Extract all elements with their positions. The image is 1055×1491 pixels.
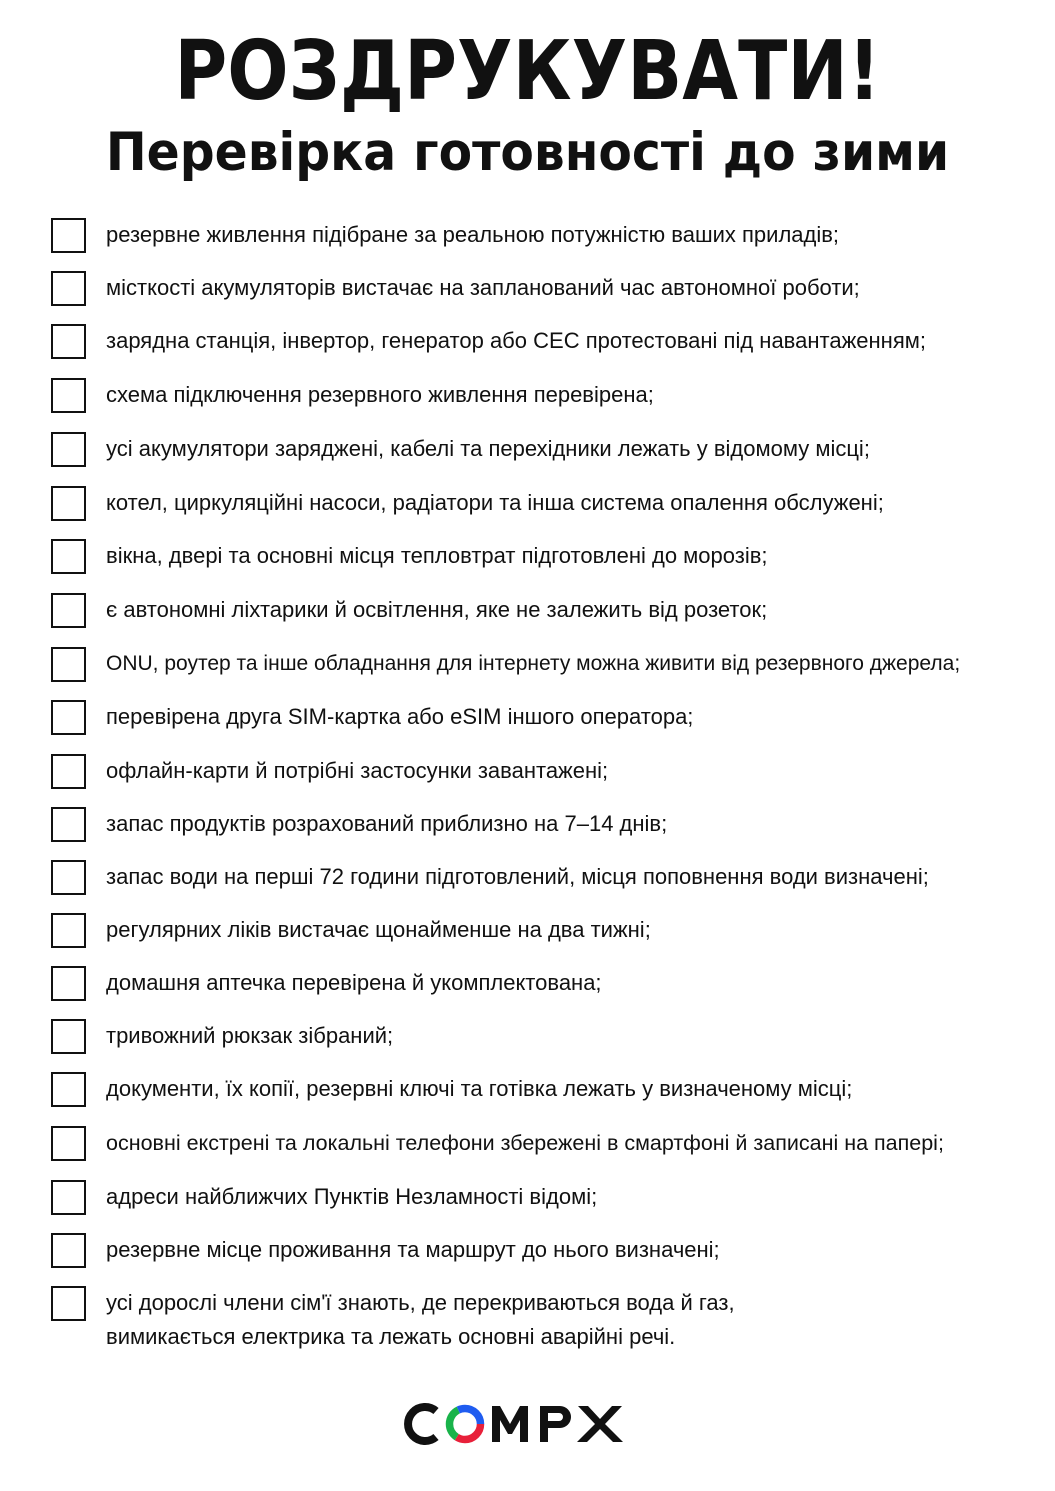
checkbox[interactable] bbox=[51, 1019, 86, 1054]
checkbox[interactable] bbox=[51, 218, 86, 253]
checkbox[interactable] bbox=[51, 1072, 86, 1107]
checkbox[interactable] bbox=[51, 539, 86, 574]
checklist-item-label: усі дорослі члени сім'ї знають, де перекриваються вода й газ, вимикається електрика та лежать основні аварійні речі. bbox=[106, 1290, 735, 1349]
checkbox[interactable] bbox=[51, 324, 86, 359]
checklist-item-label: регулярних ліків вистачає щонайменше на два тижні; bbox=[106, 917, 651, 942]
checkbox[interactable] bbox=[51, 1180, 86, 1215]
checkbox[interactable] bbox=[51, 378, 86, 413]
checkbox[interactable] bbox=[51, 700, 86, 735]
checkbox[interactable] bbox=[51, 966, 86, 1001]
compx-logo-mark bbox=[396, 1402, 660, 1446]
checklist-item-label: резервне живлення підібране за реальною потужністю ваших приладів; bbox=[106, 222, 840, 247]
checkbox[interactable] bbox=[51, 593, 86, 628]
checklist-item-label: запас води на перші 72 години підготовлений, місця поповнення води визначені; bbox=[106, 864, 929, 889]
checklist-item-label: є автономні ліхтарики й освітлення, яке не залежить від розеток; bbox=[106, 597, 768, 622]
checklist-item-label: перевірена друга SIM-картка або eSIM іншого оператора; bbox=[106, 704, 694, 729]
checklist-item-label: резервне місце проживання та маршрут до нього визначені; bbox=[106, 1237, 720, 1262]
page-title: РОЗДРУКУВАТИ! bbox=[174, 24, 881, 119]
checkbox[interactable] bbox=[51, 1233, 86, 1268]
checkbox[interactable] bbox=[51, 647, 86, 682]
checklist-item-label: тривожний рюкзак зібраний; bbox=[106, 1023, 394, 1048]
checkbox[interactable] bbox=[51, 486, 86, 521]
checkbox[interactable] bbox=[51, 1126, 86, 1161]
checkbox[interactable] bbox=[51, 860, 86, 895]
checkbox[interactable] bbox=[51, 807, 86, 842]
checklist-item-label: запас продуктів розрахований приблизно на 7–14 днів; bbox=[106, 811, 668, 836]
checklist-item-label: основні екстрені та локальні телефони збережені в смартфоні й записані на папері; bbox=[106, 1131, 944, 1155]
checklist-item-label: зарядна станція, інвертор, генератор або СЕС протестовані під навантаженням; bbox=[106, 328, 926, 353]
checkbox[interactable] bbox=[51, 271, 86, 306]
compx-logo bbox=[396, 1402, 660, 1446]
page-subtitle: Перевірка готовності до зими bbox=[105, 122, 950, 183]
checklist-item-label: вікна, двері та основні місця тепловтрат підготовлені до морозів; bbox=[106, 543, 768, 568]
checkbox[interactable] bbox=[51, 913, 86, 948]
checklist-item-label: місткості акумуляторів вистачає на запланований час автономної роботи; bbox=[106, 275, 860, 300]
checklist-item-label: котел, циркуляційні насоси, радіатори та інша система опалення обслужені; bbox=[106, 490, 884, 515]
checkbox[interactable] bbox=[51, 754, 86, 789]
checkbox[interactable] bbox=[51, 432, 86, 467]
checklist-item-label: усі акумулятори заряджені, кабелі та перехідники лежать у відомому місці; bbox=[106, 436, 870, 461]
checklist-item-label: документи, їх копії, резервні ключі та готівка лежать у визначеному місці; bbox=[106, 1076, 853, 1101]
checklist-item-label: схема підключення резервного живлення перевірена; bbox=[106, 382, 654, 407]
checkbox[interactable] bbox=[51, 1286, 86, 1321]
checklist-item-label: офлайн-карти й потрібні застосунки завантажені; bbox=[106, 758, 609, 783]
checklist-item-label: ONU, роутер та інше обладнання для інтернету можна живити від резервного джерела; bbox=[106, 652, 961, 675]
checklist-item-label: домашня аптечка перевірена й укомплектована; bbox=[106, 970, 602, 995]
checklist-item-label: адреси найближчих Пунктів Незламності відомі; bbox=[106, 1184, 598, 1209]
